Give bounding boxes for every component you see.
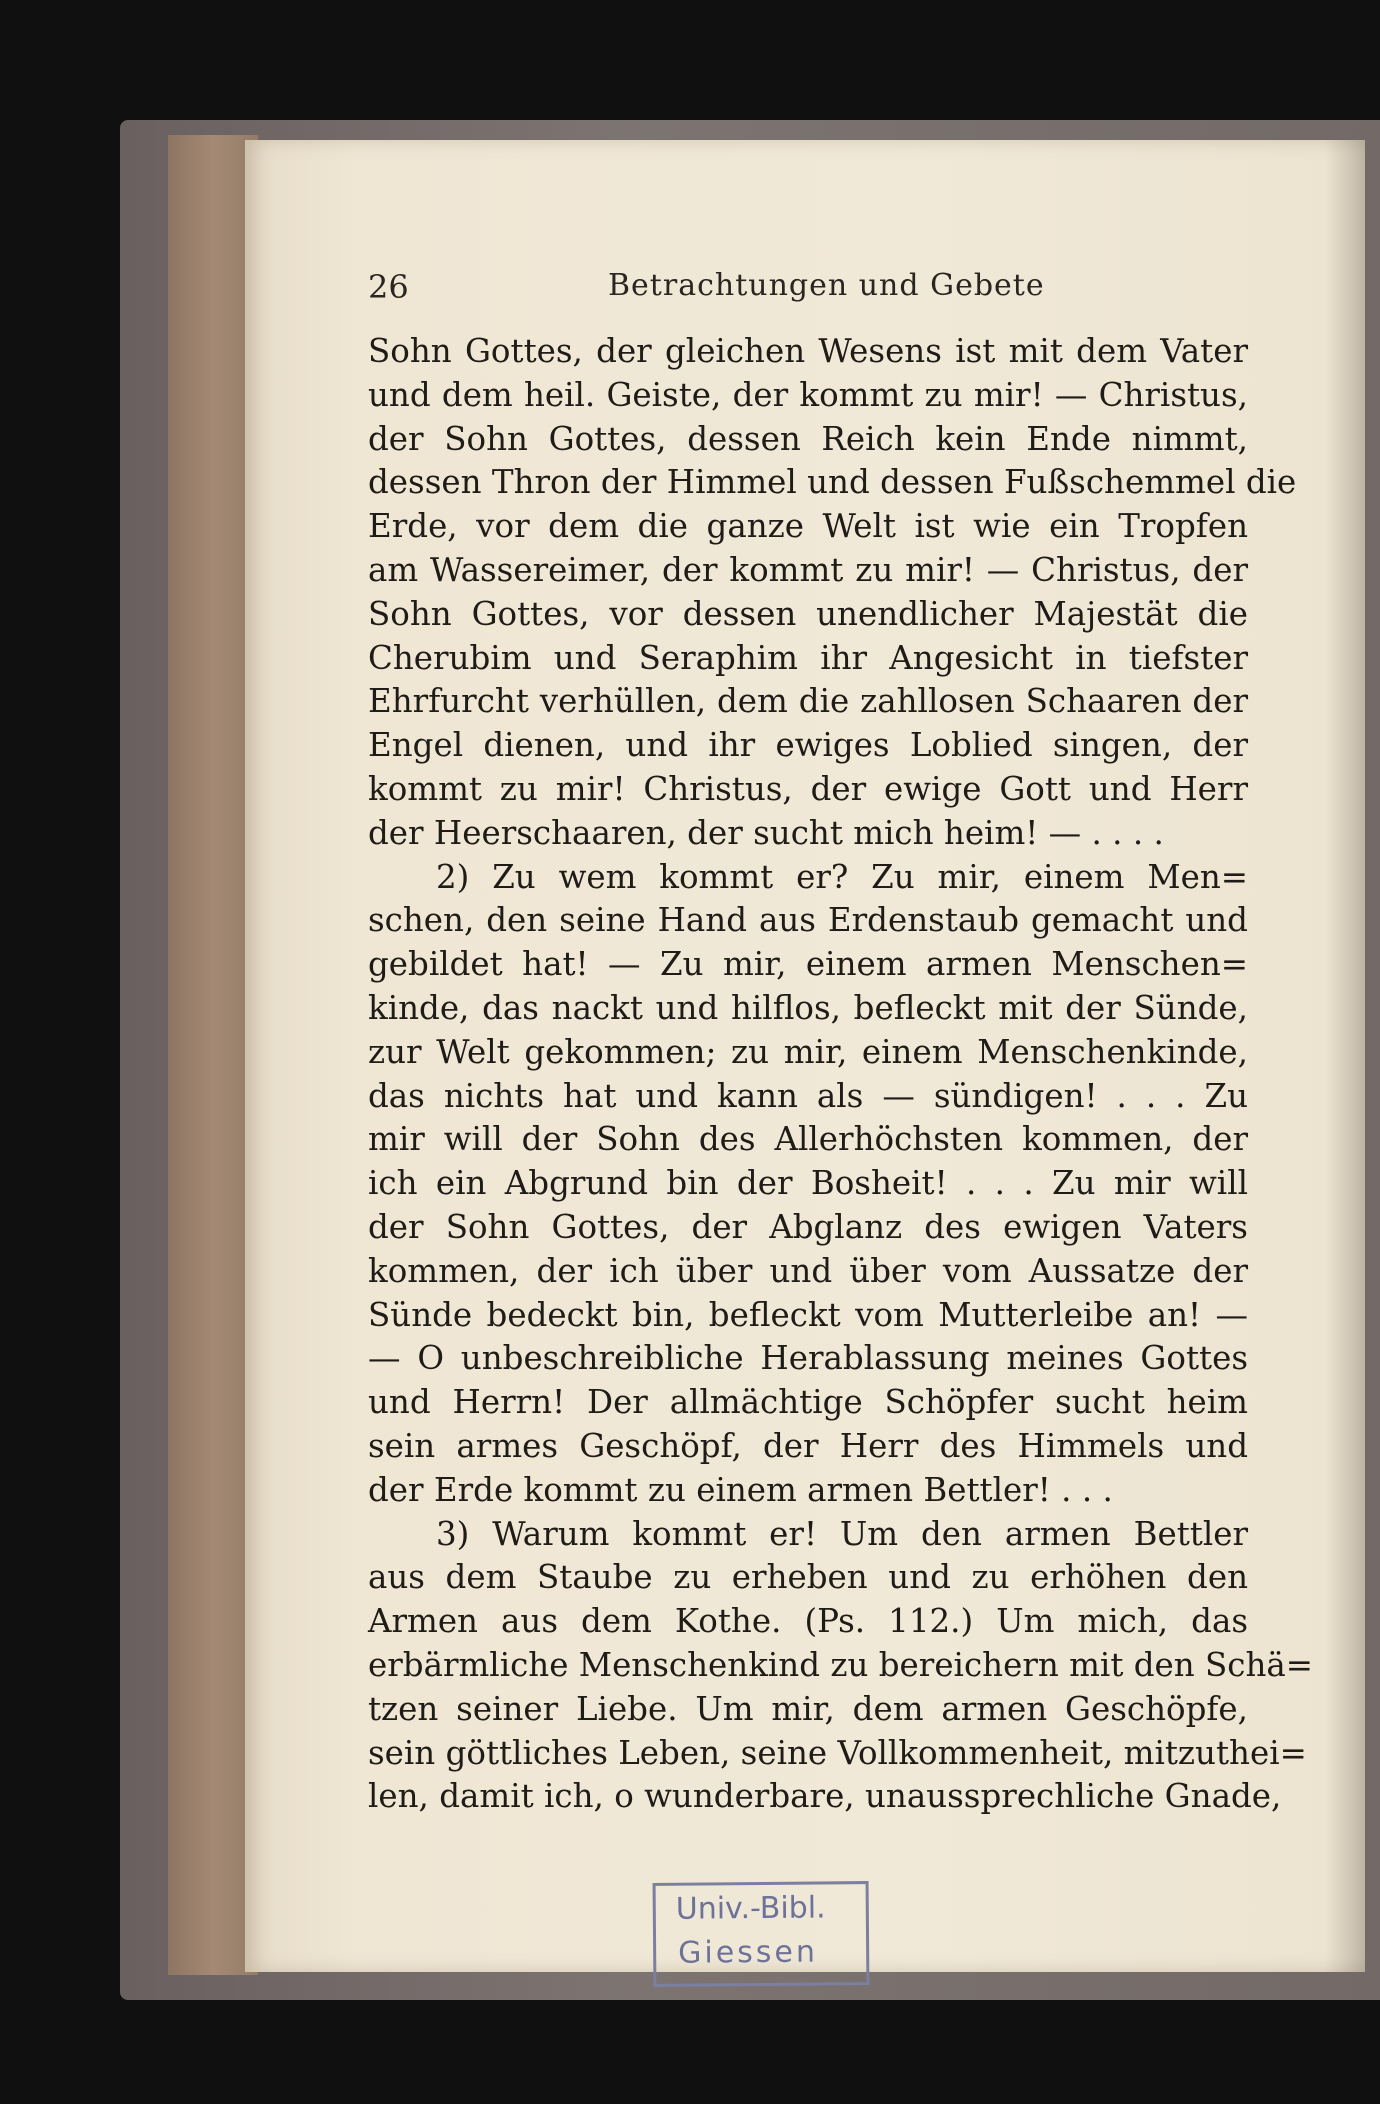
text-line: sein armes Geschöpf, der Herr des Himmels und <box>368 1426 1248 1465</box>
text-line: und Herrn! Der allmächtige Schöpfer sucht heim <box>368 1383 1248 1422</box>
stamp-line-1: Univ.-Bibl. <box>675 1890 826 1927</box>
page-gutter-shadow <box>1325 140 1365 1972</box>
text-line: sein göttliches Leben, seine Vollkommenheit, mitzuthei= <box>368 1733 1307 1772</box>
text-line: ich ein Abgrund bin der Bosheit! . . . Zu mir will <box>368 1164 1248 1203</box>
text-line: erbärmliche Menschenkind zu bereichern mit den Schä= <box>368 1645 1314 1684</box>
text-line: zur Welt gekommen; zu mir, einem Menschenkinde, <box>368 1032 1248 1071</box>
text-line: Engel dienen, und ihr ewiges Loblied singen, der <box>368 726 1248 765</box>
text-line: Ehrfurcht verhüllen, dem die zahllosen Schaaren der <box>368 682 1248 721</box>
text-line: 3) Warum kommt er! Um den armen Bettler <box>436 1514 1248 1553</box>
text-line: Sohn Gottes, vor dessen unendlicher Majestät die <box>368 594 1248 633</box>
running-title: Betrachtungen und Gebete <box>608 268 1045 303</box>
text-line: tzen seiner Liebe. Um mir, dem armen Geschöpfe, <box>368 1689 1248 1728</box>
text-line: Sünde bedeckt bin, befleckt vom Mutterleibe an! — <box>368 1295 1248 1334</box>
text-line: und dem heil. Geiste, der kommt zu mir! — Christus, <box>368 375 1248 414</box>
text-line: schen, den seine Hand aus Erdenstaub gemacht und <box>368 901 1248 940</box>
text-line: der Heerschaaren, der sucht mich heim! — . . . . <box>368 813 1164 852</box>
book-page <box>245 140 1365 1972</box>
text-line: der Sohn Gottes, der Abglanz des ewigen Vaters <box>368 1207 1248 1246</box>
text-line: Sohn Gottes, der gleichen Wesens ist mit dem Vater <box>368 332 1248 370</box>
page-header <box>368 268 1248 312</box>
stamp-line-2: Giessen <box>678 1934 819 1971</box>
text-line: der Erde kommt zu einem armen Bettler! . . . <box>368 1470 1113 1509</box>
text-line: aus dem Staube zu erheben und zu erhöhen den <box>368 1558 1248 1597</box>
text-line: das nichts hat und kann als — sündigen! . . . Zu <box>368 1076 1248 1115</box>
text-line: kommen, der ich über und über vom Aussatze der <box>368 1251 1248 1290</box>
text-line: len, damit ich, o wunderbare, unaussprechliche Gnade, <box>368 1777 1282 1816</box>
page-number: 26 <box>368 268 409 306</box>
text-line: Erde, vor dem die ganze Welt ist wie ein Tropfen <box>368 507 1248 546</box>
library-stamp <box>653 1881 870 1987</box>
text-line: kommt zu mir! Christus, der ewige Gott und Herr <box>368 769 1248 808</box>
text-line: 2) Zu wem kommt er? Zu mir, einem Men= <box>436 857 1248 896</box>
text-line: Cherubim und Seraphim ihr Angesicht in tiefster <box>368 638 1248 677</box>
text-line: am Wassereimer, der kommt zu mir! — Christus, der <box>368 550 1248 589</box>
text-line: Armen aus dem Kothe. (Ps. 112.) Um mich, das <box>368 1602 1248 1641</box>
text-line: dessen Thron der Himmel und dessen Fußschemmel die <box>368 463 1297 502</box>
text-line: kinde, das nackt und hilflos, befleckt mit der Sünde, <box>368 988 1248 1027</box>
text-line: mir will der Sohn des Allerhöchsten kommen, der <box>368 1120 1248 1159</box>
text-line: — O unbeschreibliche Herablassung meines Gottes <box>368 1339 1248 1378</box>
text-line: gebildet hat! — Zu mir, einem armen Menschen= <box>368 945 1248 984</box>
body-text <box>368 330 1314 1819</box>
text-line: der Sohn Gottes, dessen Reich kein Ende nimmt, <box>368 419 1248 458</box>
